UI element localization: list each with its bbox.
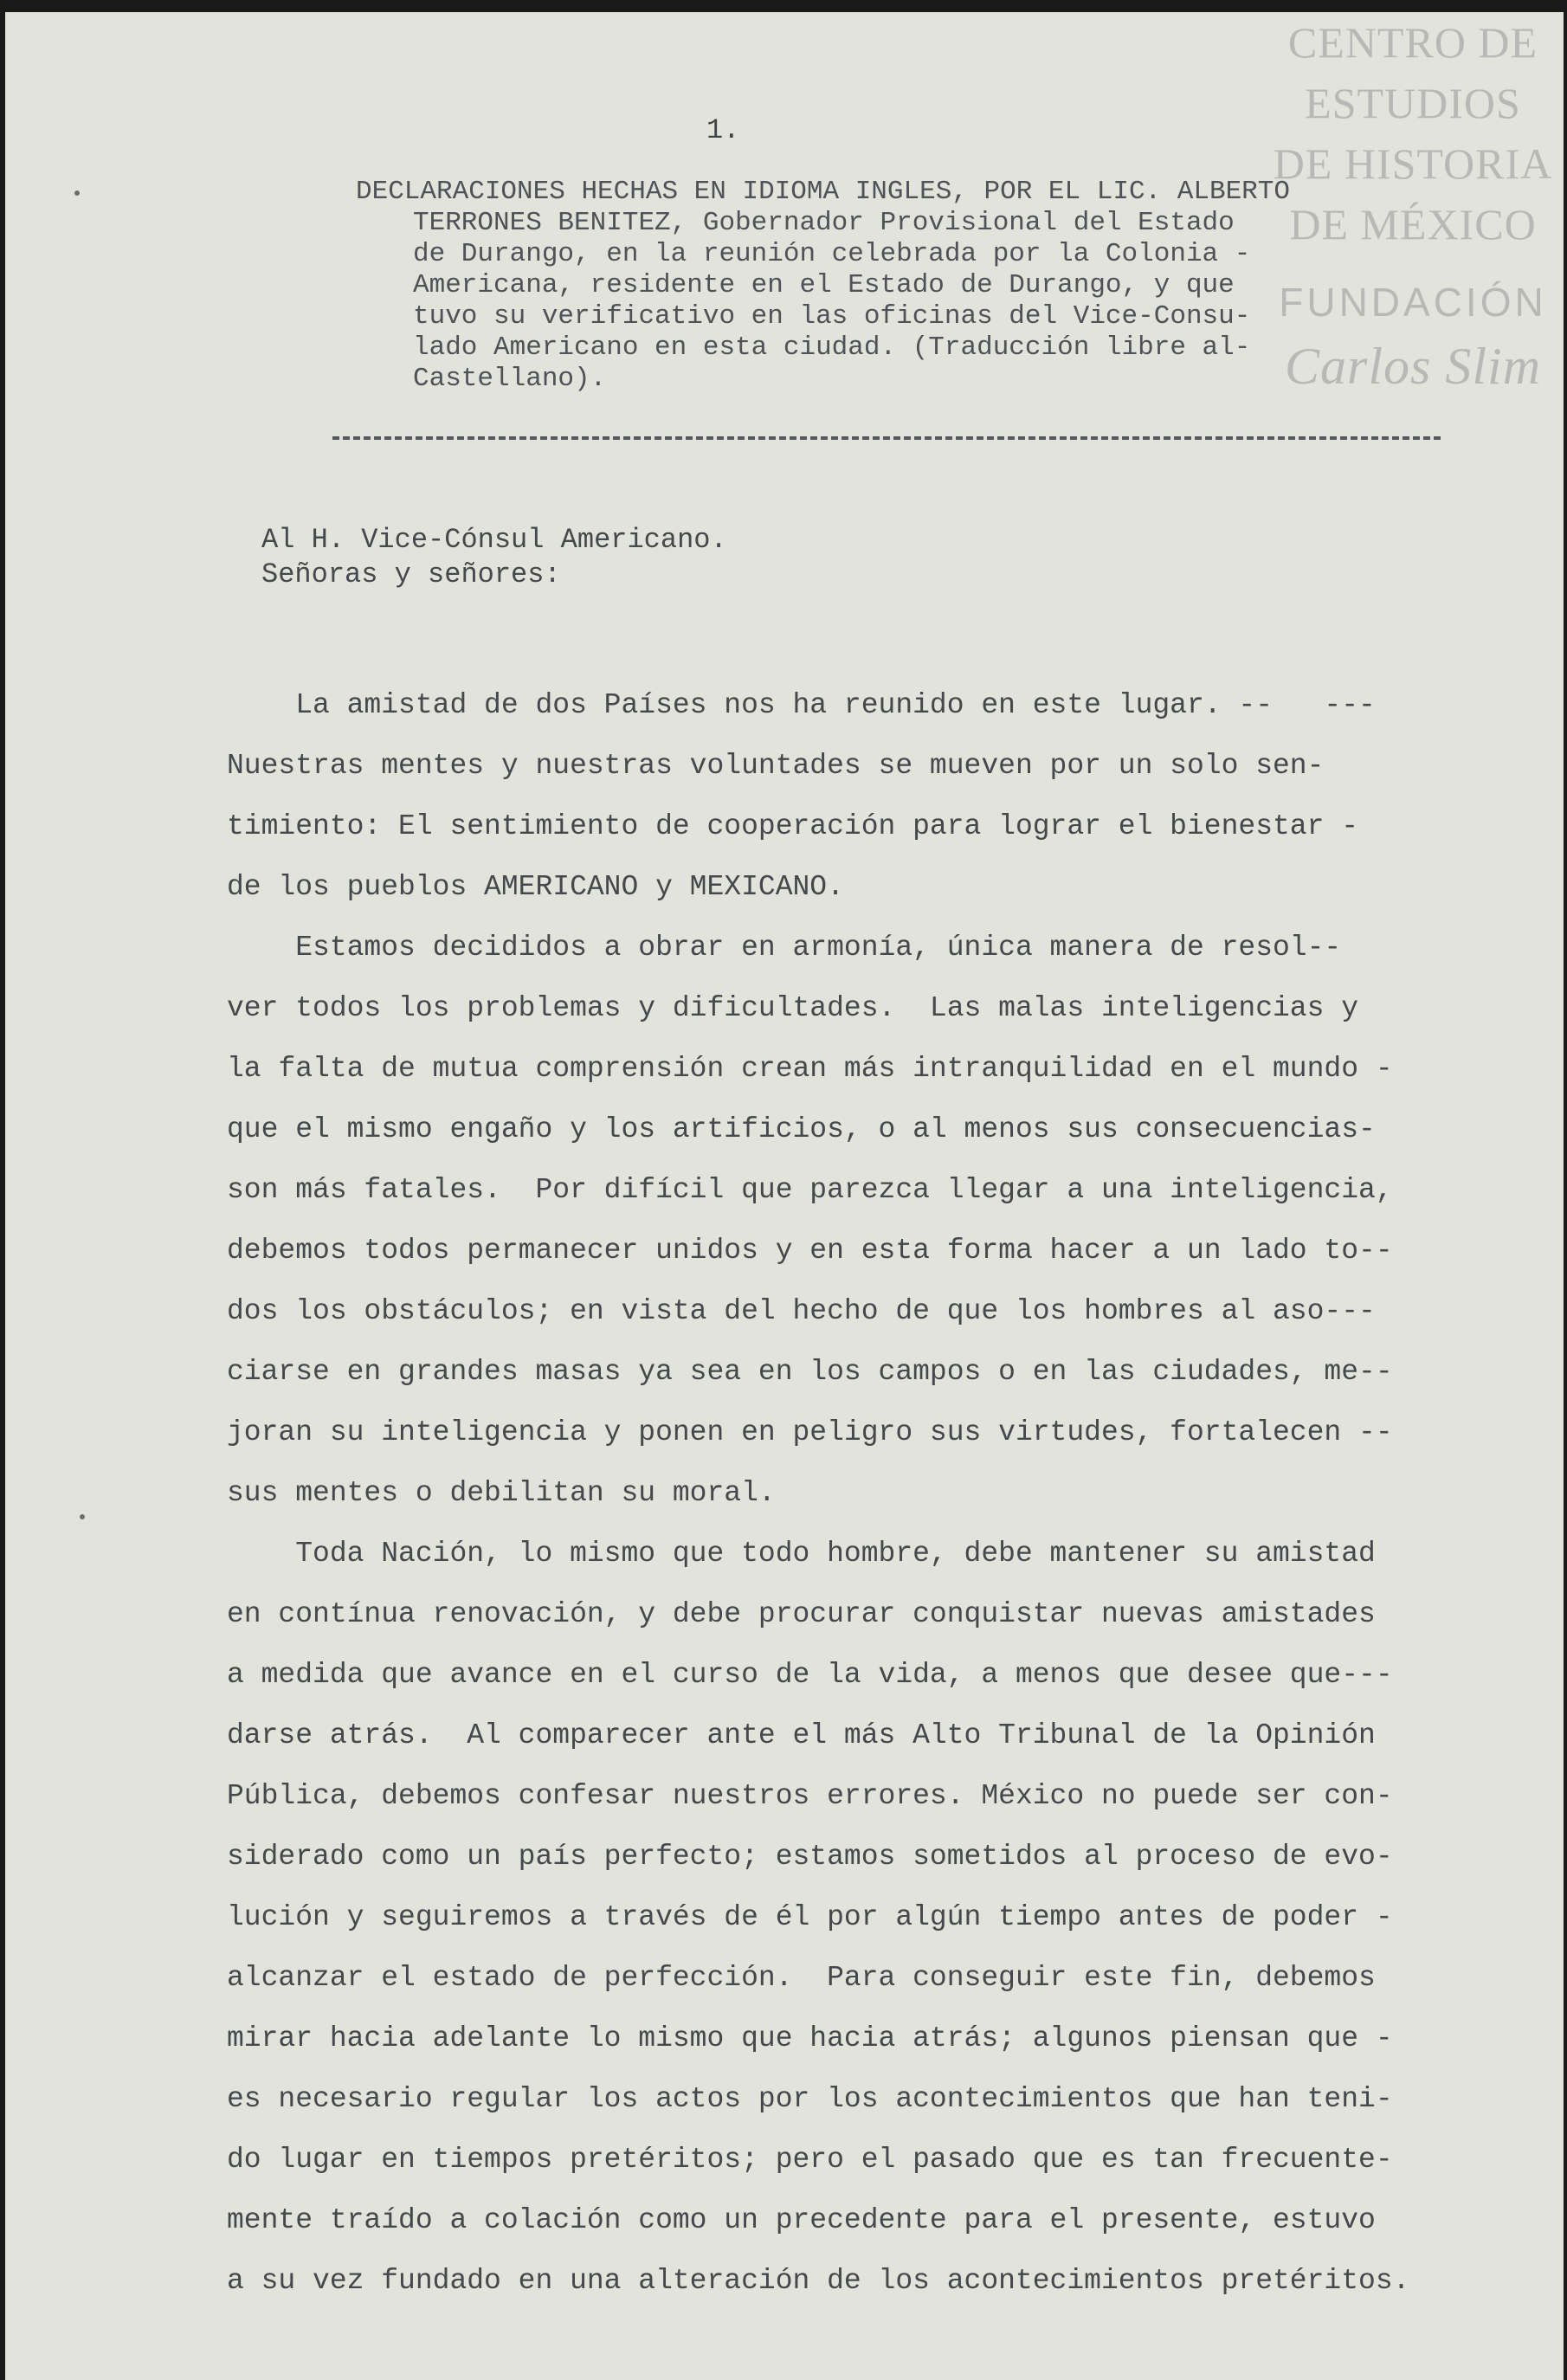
- body-line: es necesario regular los actos por los acontecimientos que han teni-: [227, 2083, 1393, 2115]
- body-line: debemos todos permanecer unidos y en esta forma hacer a un lado to--: [227, 1235, 1393, 1267]
- body-line: ciarse en grandes masas ya sea en los campos o en las ciudades, me--: [227, 1356, 1393, 1388]
- body-line: siderado como un país perfecto; estamos sometidos al proceso de evo-: [227, 1841, 1393, 1873]
- body-line: a su vez fundado en una alteración de los acontecimientos pretéritos.: [227, 2265, 1410, 2297]
- heading-line: de Durango, en la reunión celebrada por la Colonia -: [413, 239, 1251, 269]
- body-line: que el mismo engaño y los artificios, o al menos sus consecuencias-: [227, 1113, 1376, 1145]
- body-line: sus mentes o debilitan su moral.: [227, 1477, 776, 1509]
- body-line: Nuestras mentes y nuestras voluntades se mueven por un solo sen-: [227, 750, 1325, 782]
- heading-line: TERRONES BENITEZ, Gobernador Provisional del Estado: [413, 208, 1235, 238]
- body-line: joran su inteligencia y ponen en peligro sus virtudes, fortalecen --: [227, 1416, 1393, 1448]
- body-line: alcanzar el estado de perfección. Para conseguir este fin, debemos: [227, 1962, 1376, 1994]
- body-line: dos los obstáculos; en vista del hecho de que los hombres al aso---: [227, 1295, 1376, 1327]
- archive-watermark: [1252, 12, 1564, 393]
- heading-line: Castellano).: [413, 364, 607, 394]
- heading-line: DECLARACIONES HECHAS EN IDIOMA INGLES, POR EL LIC. ALBERTO: [356, 177, 1290, 207]
- watermark-foundation: FUNDACIÓN: [1279, 280, 1547, 325]
- watermark-line: DE MÉXICO: [1289, 200, 1537, 248]
- body-line: Toda Nación, lo mismo que todo hombre, debe mantener su amistad: [227, 1538, 1376, 1570]
- body-line: a medida que avance en el curso de la vida, a menos que desee que---: [227, 1659, 1393, 1691]
- salutation-line: Al H. Vice-Cónsul Americano.: [261, 524, 727, 556]
- body-line: darse atrás. Al comparecer ante el más Alto Tribunal de la Opinión: [227, 1719, 1376, 1751]
- body-line: do lugar en tiempos pretéritos; pero el pasado que es tan frecuente-: [227, 2144, 1393, 2176]
- body-line: mirar hacia adelante lo mismo que hacia atrás; algunos piensan que -: [227, 2022, 1393, 2054]
- body-line: timiento: El sentimiento de cooperación para lograr el bienestar -: [227, 810, 1359, 842]
- watermark-signature: Carlos Slim: [1284, 338, 1542, 395]
- salutation: [261, 523, 727, 592]
- watermark-line: ESTUDIOS: [1305, 79, 1521, 127]
- body-line: ver todos los problemas y dificultades. Las malas inteligencias y: [227, 992, 1359, 1024]
- body-text: [227, 675, 1491, 2312]
- body-line: mente traído a colación como un precedente para el presente, estuvo: [227, 2204, 1376, 2236]
- heading-line: Americana, residente en el Estado de Durango, y que: [413, 270, 1235, 300]
- page-number: 1.: [706, 114, 740, 146]
- heading-line: tuvo su verificativo en las oficinas del Vice-Consu-: [413, 301, 1251, 332]
- body-line: son más fatales. Por difícil que parezca llegar a una inteligencia,: [227, 1174, 1393, 1206]
- salutation-line: Señoras y señores:: [261, 558, 561, 590]
- body-line: La amistad de dos Países nos ha reunido en este lugar. -- ---: [227, 689, 1376, 721]
- heading-line: lado Americano en esta ciudad. (Traducción libre al-: [413, 332, 1251, 363]
- watermark-line: DE HISTORIA: [1273, 139, 1553, 188]
- body-line: de los pueblos AMERICANO y MEXICANO.: [227, 871, 844, 903]
- body-line: lución y seguiremos a través de él por algún tiempo antes de poder -: [227, 1901, 1393, 1933]
- watermark-line: CENTRO DE: [1287, 18, 1538, 67]
- body-line: en contínua renovación, y debe procurar conquistar nuevas amistades: [227, 1598, 1376, 1630]
- body-line: Pública, debemos confesar nuestros errores. México no puede ser con-: [227, 1780, 1393, 1812]
- body-line: la falta de mutua comprensión crean más intranquilidad en el mundo -: [227, 1053, 1393, 1085]
- body-line: Estamos decididos a obrar en armonía, única manera de resol--: [227, 932, 1342, 964]
- document-page: [5, 12, 1564, 2380]
- dashed-divider: [332, 436, 1441, 440]
- punch-hole: [80, 1514, 85, 1519]
- punch-hole: [74, 190, 80, 196]
